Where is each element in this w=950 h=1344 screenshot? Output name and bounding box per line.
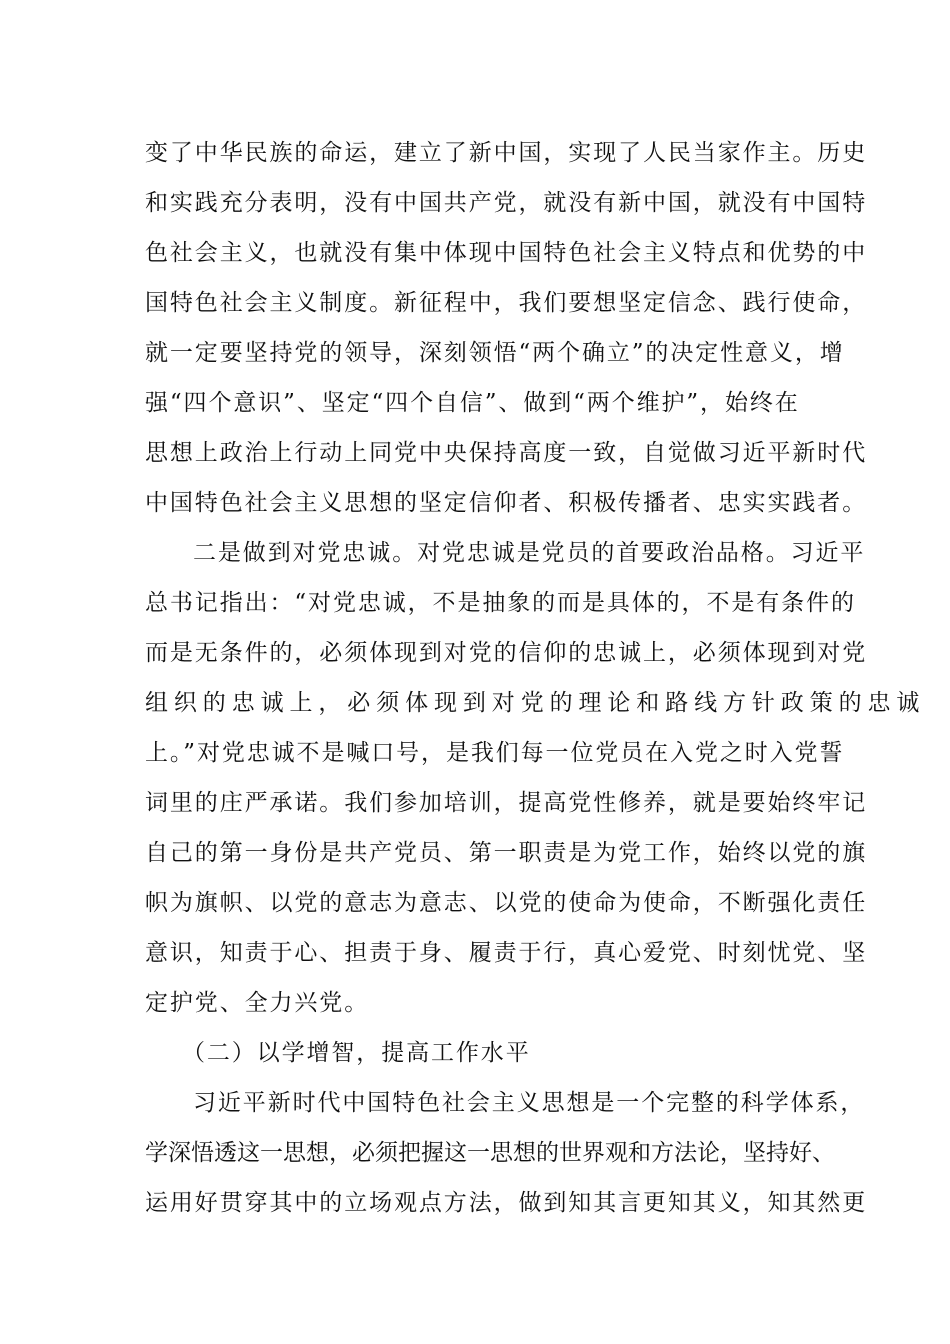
text-line bbox=[0, 385, 950, 421]
text-line bbox=[0, 585, 950, 621]
section-heading bbox=[0, 1035, 950, 1071]
text-line-content: 习近平新时代中国特色社会主义思想是一个完整的科学体系， bbox=[193, 1090, 866, 1116]
text-line bbox=[0, 1185, 950, 1221]
text-line bbox=[0, 785, 950, 821]
text-line-content: 总书记指出：“对党忠诚，不是抽象的而是具体的，不是有条件的 bbox=[145, 590, 856, 616]
text-line-content: 上。”对党忠诚不是喊口号，是我们每一位党员在入党之时入党誓 bbox=[145, 740, 845, 766]
text-line-content: 中国特色社会主义思想的坚定信仰者、积极传播者、忠实实践者。 bbox=[145, 490, 868, 516]
text-line bbox=[0, 635, 950, 671]
text-line bbox=[0, 885, 950, 921]
section-heading-text: （二）以学增智，提高工作水平 bbox=[182, 1040, 531, 1066]
text-line bbox=[0, 285, 950, 321]
text-line bbox=[0, 535, 950, 571]
text-line-content: 定护党、全力兴党。 bbox=[145, 990, 370, 1016]
text-line bbox=[0, 235, 950, 271]
text-line bbox=[0, 985, 950, 1021]
text-line bbox=[0, 185, 950, 221]
text-line-content: 组织的忠诚上，必须体现到对党的理论和路线方针政策的忠诚 bbox=[145, 690, 926, 716]
text-line-content: 二是做到对党忠诚。对党忠诚是党员的首要政治品格。习近平 bbox=[193, 540, 866, 566]
text-line-content: 思想上政治上行动上同党中央保持高度一致，自觉做习近平新时代 bbox=[145, 440, 868, 466]
text-line bbox=[0, 935, 950, 971]
text-line-content: 而是无条件的，必须体现到对党的信仰的忠诚上，必须体现到对党 bbox=[145, 640, 868, 666]
text-line-content: 词里的庄严承诺。我们参加培训，提高党性修养，就是要始终牢记 bbox=[145, 790, 868, 816]
text-line-content: 色社会主义，也就没有集中体现中国特色社会主义特点和优势的中 bbox=[145, 240, 868, 266]
text-line-content: 学深悟透这一思想，必须把握这一思想的世界观和方法论，坚持好、 bbox=[145, 1140, 835, 1166]
text-line bbox=[0, 685, 950, 721]
text-line bbox=[0, 1135, 950, 1171]
text-line bbox=[0, 835, 950, 871]
text-line-content: 和实践充分表明，没有中国共产党，就没有新中国，就没有中国特 bbox=[145, 190, 868, 216]
text-line-content: 国特色社会主义制度。新征程中，我们要想坚定信念、践行使命， bbox=[145, 290, 868, 316]
text-line bbox=[0, 1085, 950, 1121]
text-line-content: 自己的第一身份是共产党员、第一职责是为党工作，始终以党的旗 bbox=[145, 840, 868, 866]
text-line-content: 帜为旗帜、以党的意志为意志、以党的使命为使命，不断强化责任 bbox=[145, 890, 868, 916]
text-line-content: 运用好贯穿其中的立场观点方法，做到知其言更知其义，知其然更 bbox=[145, 1190, 868, 1216]
text-line-content: 强“四个意识”、坚定“四个自信”、做到“两个维护”，始终在 bbox=[145, 390, 800, 416]
text-line-content: 就一定要坚持党的领导，深刻领悟“两个确立”的决定性意义，增 bbox=[145, 340, 845, 366]
text-line bbox=[0, 335, 950, 371]
text-line bbox=[0, 135, 950, 171]
text-line bbox=[0, 735, 950, 771]
text-line bbox=[0, 435, 950, 471]
text-line-content: 意识，知责于心、担责于身、履责于行，真心爱党、时刻忧党、坚 bbox=[145, 940, 868, 966]
text-line-content: 变了中华民族的命运，建立了新中国，实现了人民当家作主。历史 bbox=[145, 140, 868, 166]
text-line bbox=[0, 485, 950, 521]
